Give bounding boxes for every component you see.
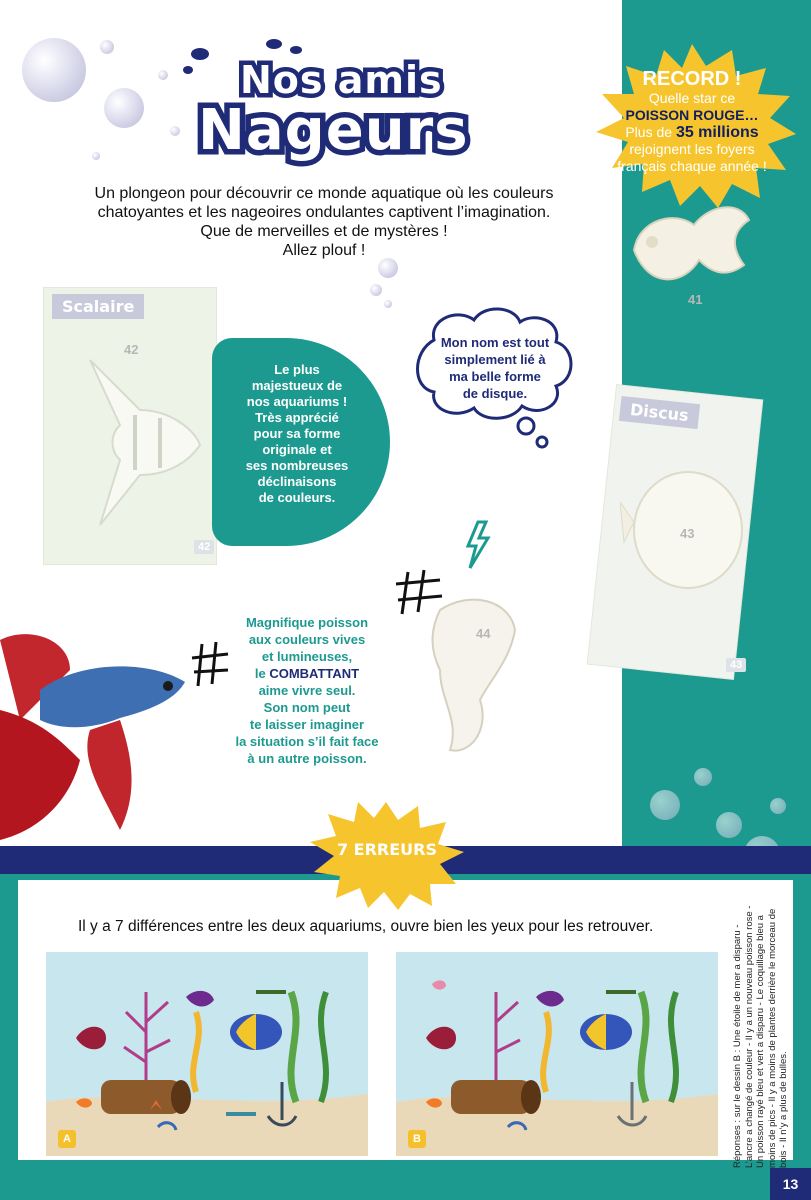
betta-sticker <box>420 590 520 760</box>
cloud-text-line: de disque. <box>462 386 528 401</box>
record-line: Plus de <box>625 124 673 140</box>
aquarium-b-label: B <box>408 1130 426 1148</box>
aquarium-b-scene <box>396 952 718 1156</box>
record-title: RECORD ! <box>642 68 742 90</box>
intro-line: Un plongeon pour découvrir ce monde aquatique où les couleurs <box>94 185 554 202</box>
record-ellipsis: … <box>744 107 759 123</box>
aquarium-a-label: A <box>58 1130 76 1148</box>
betta-fish-illustration <box>0 630 200 840</box>
cloud-text-line: simplement lié à <box>444 352 546 367</box>
bubble <box>694 768 712 786</box>
record-amount: 35 millions <box>675 124 759 141</box>
scalaire-text-line: déclinaisons <box>257 474 337 489</box>
record-line: rejoignent les foyers <box>629 141 755 157</box>
combattant-line: la situation s’il fait face <box>235 734 379 749</box>
bubble <box>158 70 168 80</box>
cloud-text-line: ma belle forme <box>449 369 541 384</box>
aquarium-a-scene <box>46 952 368 1156</box>
bubble <box>100 40 114 54</box>
game-instruction: Il y a 7 différences entre les deux aquariums, ouvre bien les yeux pour les retrouver. <box>78 918 654 935</box>
betta-sticker-number: 44 <box>476 626 491 641</box>
scalaire-text <box>222 362 372 506</box>
angelfish-sticker <box>70 350 210 530</box>
bubble-large <box>22 38 86 102</box>
intro-line: Allez plouf ! <box>282 242 366 259</box>
combattant-line: aux couleurs vives <box>248 632 366 647</box>
page-title-line1: Nos amis <box>240 58 443 102</box>
scalaire-text-line: pour sa forme <box>253 426 341 441</box>
bubble <box>770 798 786 814</box>
record-line: Quelle star ce <box>648 90 736 106</box>
aquarium-a <box>46 952 368 1156</box>
record-text <box>612 68 772 175</box>
page-number: 13 <box>770 1168 811 1200</box>
combattant-line: te laisser imaginer <box>249 717 365 732</box>
combattant-name: COMBATTANT <box>269 666 360 681</box>
intro-line: chatoyantes et les nageoires ondulantes captivent l’imagination. <box>97 204 551 221</box>
cloud-text-line: Mon nom est tout <box>440 335 550 350</box>
scalaire-badge: 42 <box>194 540 214 554</box>
discus-badge: 43 <box>726 658 746 672</box>
combattant-text <box>222 614 392 767</box>
combattant-line: et lumineuses, <box>261 649 353 664</box>
intro-paragraph <box>48 184 600 260</box>
scalaire-label: Scalaire <box>52 294 144 319</box>
scalaire-number: 42 <box>124 342 139 357</box>
scalaire-text-line: ses nombreuses <box>245 458 349 473</box>
scalaire-text-line: nos aquariums ! <box>246 394 348 409</box>
bubble <box>716 812 742 838</box>
bubble <box>650 790 680 820</box>
page-title-line2: Nageurs <box>198 98 469 163</box>
discus-number: 43 <box>680 526 695 541</box>
bubble <box>378 258 398 278</box>
discus-label: Discus <box>619 396 700 429</box>
game-title: 7 ERREURS <box>336 840 438 859</box>
combattant-line4 <box>222 665 392 682</box>
combattant-line: Magnifique poisson <box>245 615 369 630</box>
aquarium-b <box>396 952 718 1156</box>
combattant-line: aime vivre seul. <box>258 683 356 698</box>
bubble <box>92 152 100 160</box>
combattant-prefix: le <box>254 666 266 681</box>
bubble <box>170 126 180 136</box>
scalaire-text-line: originale et <box>262 442 332 457</box>
combattant-line: Son nom peut <box>263 700 351 715</box>
record-highlight: POISSON ROUGE <box>625 107 745 123</box>
cloud-text <box>430 334 560 402</box>
record-line: français chaque année ! <box>617 158 767 174</box>
bubble <box>370 284 382 296</box>
bubble <box>104 88 144 128</box>
scalaire-text-line: majestueux de <box>251 378 343 393</box>
scalaire-text-line: Très apprécié <box>255 410 339 425</box>
scalaire-text-line: Le plus <box>274 362 320 377</box>
intro-line: Que de merveilles et de mystères ! <box>200 223 448 240</box>
sticker-number: 41 <box>688 292 703 307</box>
scalaire-text-line: de couleurs. <box>258 490 336 505</box>
lightning-icon <box>460 520 494 570</box>
answers-text: Réponses : sur le dessin B : Une étoile de mer a disparu - L’ancre a changé de couleur - Il y a un nouveau poisson rose - Un poisson rayé bleu et vert a disparu - Le coquillage bleu a moins de pics - Il y a moins de plantes derrière le morceau de bois - Il n’y a plus de bulles. <box>732 905 789 1168</box>
goldfish-sticker <box>614 190 754 310</box>
combattant-line: à un autre poisson. <box>247 751 367 766</box>
bubble <box>384 300 392 308</box>
